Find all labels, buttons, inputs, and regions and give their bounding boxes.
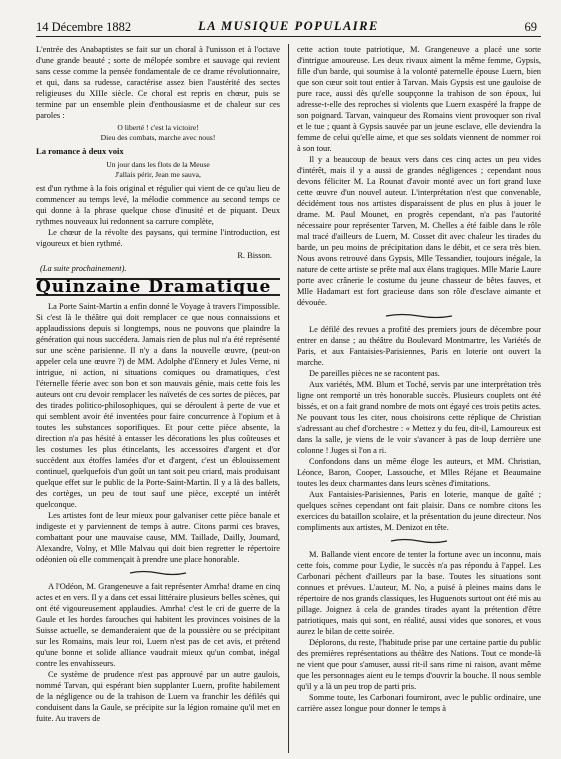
paragraph: Confondons dans un même éloge les auteurs, et MM. Christian, Léonce, Baron, Cooper, Lassouche, et Mlles Réjane et Beaumaine toutes les deux charmantes dans leurs scènes d'imitations. (296, 457, 541, 488)
continued-note: (La suite prochainement). (40, 264, 127, 273)
paragraph: Déplorons, du reste, l'habitude prise par une certaine partie du public des premières représentations au théâtre des Nations. Tout ce monde-là ne vient que pour s'amuser, aussi rit-il sans rime ni raison, avant même que les personnages aient eu le temps d'ouvrir la bouche. Il nous semble qu'il y a là un peu trop de parti pris. (296, 638, 541, 691)
paragraph: Il y a beaucoup de beaux vers dans ces cinq actes un peu vides d'intérêt, mais il y a aussi de grandes négligences ; cependant nous devons féliciter M. La Rounat d'avoir monté avec un fort grand luxe cette œuvre d'un nouvel auteur. L'interprétation n'est que convenable, décidément tous nos artistes disparaissent de plus en plus à jouer le drame. M. Paul Mounet, en progrès cependant, n'a pas l'autorité nécessaire pour représenter Tarven, M. Chelles a été faible dans le rôle mal tracé d'ailleurs de Luern, M. Cosset dit avec chaleur les tirades du barde, un peu moins de précipitation dans le débit, et ce sera très bien. Nous avons retrouvé dans Gypsis, Mlle Tessandier, toujours inégale, la nature de cette artiste se prête mal aux élans tragiques. Mlle Marie Laure porte avec crânerie le costume du jeune chasseur de bêtes fauves, et Mlle Hadamart est fort gracieuse dans son rôle d'esclave aimante et dévouée. (296, 155, 541, 307)
paragraph: cette action toute patriotique, M. Grangeneuve a placé une sorte d'intrigue amoureuse. Les deux rivaux aiment la même femme, Gypsis, fille d'un barde, qui soumise à la volonté paternelle épouse Luern, bien que son cœur soit tout entier à Tarvan. Mais Gypsis est une gauloise de pure race, aussi dès qu'elle soupçonne la trahison de son époux, lui adresse-t-elle des reproches si violents que Luern exaspéré la frappe de son poignard. Tarvan, vainqueur des Romains vient provoquer son rival et le tue ; quant à Gypsis sauvée par un jeune esclave, elle deviendra la femme de celui qu'elle aime, et que ses soldats viennent de nommer roi à son tour. (296, 45, 541, 153)
paragraph: Aux variétés, MM. Blum et Toché, servis par une interprétation très ligne ont remporté un très honorable succès. Plusieurs couplets ont été bissés, et on a fait grand nombre de mots ont égayé ces trois petits actes. Ne pouvant tous les citer, nous choisirons cette réplique de Christian s'adressant au chef d'orchestre : « Mettez y du feu, dit-il, Lamoureux est dans la salle, je viens de le voir s'avancer à pas de loup derrière une colonne ! Juges si l'on a ri. (296, 380, 541, 455)
paragraph: Aux Fantaisies-Parisiennes, Paris en loterie, manque de gaîté ; quelques scènes cependant ont fait plaisir. Dans ce nombre citons les exercices du bataillon scolaire, et la présentation du jeune directeur. Nos compliments aux artistes, M. Denizot en tête. (296, 490, 541, 532)
paragraph: L'entrée des Anabaptistes se fait sur un choral à l'unisson et à l'octave d'une grande beauté ; sorte de mélopée sombre et sauvage qui revient sans cesse comme la pensée fondamentale de ce drame révolutionnaire, et qui, dans sa rudesse, caractérise assez bien l'austérité des sectes religieuses du XIIIe siècle. Ce choral est repris en chœur, puis se termine par un ensemble plein d'enthousiasme et de chaleur sur ces paroles : (36, 45, 281, 120)
paragraph: De pareilles pièces ne se racontent pas. (308, 369, 440, 378)
text-columns (36, 44, 541, 753)
column-divider (288, 44, 289, 753)
journal-title: LA MUSIQUE POPULAIRE (198, 19, 379, 33)
paragraph: A l'Odéon, M. Grangeneuve a fait représenter Amrha! drame en cinq actes et en vers. Il y a dans cet essai littéraire plusieurs belles scènes, qui ont été vigoureusement applaudies. Amrha! c'est le cri de guerre de la Gaule et les hordes farouches qui habitent les provinces voisines de la Suisse actuelle, se demanderaient que de la poussière ou se précipitant sur les Romains, mais leur roi, Luern n'est pas de cet avis, et prétend qu'une bonne et solide alliance vaudrait mieux qu'un combat, inégal contre les envahisseurs. (36, 582, 281, 668)
paragraph: Le défilé des revues a profité des premiers jours de décembre pour entrer en danse ; au théâtre du Boulevard Montmartre, les Variétés de Paris, et aux Fantaisies-Parisiennes, Paris en loterie ont ouvert la marche. (296, 325, 541, 367)
divider-ornament (297, 313, 541, 319)
paragraph: M. Ballande vient encore de tenter la fortune avec un inconnu, mais cette fois, comme pour Lydie, le succès n'a pas répondu à l'appel. Les Carbonari péchent d'ailleurs par la base. Toutes les situations sont connues et prévues. L'auteur, M. No, a puisé à pleines mains dans le répertoire de nos grands classiques, les Huguenots surtout ont été mis au pillage. Joignez à cela de grandes tirades ayant la prétention d'être patriotiques, mais qui sont, en réalité, aussi vides que sonores, et vous aurez le bilan de cette soirée. (296, 550, 541, 636)
section-title: Quinzaine Dramatique (36, 278, 280, 296)
right-column (297, 44, 541, 753)
page-header (36, 18, 541, 36)
paragraph: Somme toute, les Carbonari fourniront, avec le public ordinaire, une carrière assez longue pour donner le temps à (296, 693, 541, 713)
paragraph: Les artistes font de leur mieux pour galvaniser cette pièce banale et indigeste et y parviennent de temps à autre. Citons parmi ces braves, combattant pour une mauvaise cause, MM. Taillade, Dailly, Joumard, Alexandre, Volny, et Mlle Malvau qui doit bien regretter le répertoire odéonien où elle commençait à prendre une place honorable. (36, 511, 281, 564)
paragraph: est d'un rythme à la fois original et régulier qui vient de ce qu'au lieu de commencer au temps levé, la mélodie commence au second temps ce qui donne à la phrase quelque chose d'inusité et de piquant. Deux rythmes nouveaux lui redonnent sa carrure complète, (36, 184, 281, 226)
verse-quote (36, 123, 280, 142)
author-signature: R. Bisson. (237, 251, 273, 260)
issue-date: 14 Décembre 1882 (36, 20, 132, 34)
paragraph: Le chœur de la révolte des paysans, qui termine l'introduction, est vigoureux et bien rythmé. (36, 228, 281, 248)
paragraph: Ce système de prudence n'est pas approuvé par un autre gaulois, nommé Tarvan, qui espérant bien supplanter Luern, profite habilement de la négligence ou de la trahison de Luern va franchir les défilés qui conduisent dans la Gaule, se précipite sur la légion romaine qu'il met en fuite. Au travers de (36, 670, 281, 723)
verse-line: Un jour dans les flots de la Meuse (106, 160, 210, 169)
page-number: 69 (524, 20, 537, 34)
subheading: La romance à deux voix (36, 146, 124, 156)
left-column (36, 44, 280, 753)
divider-ornament (36, 570, 280, 576)
verse-line: J'allais périr, Jean me sauva, (115, 169, 201, 179)
divider-ornament (297, 538, 541, 544)
verse-line: O liberté ! c'est la victoire! (117, 123, 199, 132)
verse-line: Dieu des combats, marche avec nous! (100, 132, 216, 142)
header-rule (36, 36, 541, 37)
paragraph: La Porte Saint-Martin a enfin donné le Voyage à travers l'impossible. Si c'est là le théâtre qui doit remplacer ce que nous connaissions et applaudissions depuis si longtemps, nous ne pouvons que plaindre la génération qui nous succédera. Jamais rien de plus nul n'a été représenté sur une scène parisienne. Il n'y a dans la nouvelle œuvre, (peut-on appeler cela une œuvre ?) de MM. Adolphe d'Ennery et Jules Verne, ni intrigue, ni action, ni situations comiques ou dramatiques, c'est l'éternelle féerie avec son bon et son mauvais génie, mais cette fois les auteurs ont cru devoir remplacer les naïvetés de ces sortes de pièces, par des tirades politico-philosophiques, qui se déroulent à perte de vue et qui semblent avoir été inventées pour faire concurrence à l'opium et à toutes les substances soporifiques. Et pour cette pièce absente, la direction n'a pas hésité à entasser les décorations les plus coûteuses et les costumes les plus étincelants, les accessoires d'argent et d'or succèdent aux étoffes lamées d'or et d'argent, c'est un éblouissement continuel, quelquefois d'un goût un tant soit peu criard, mais produisant quelque effet sur le public de la Porte-Saint-Martin. Il y a là des ballets, des cortèges, un peu de tout sauf une pièce, excepté un intérêt quelconque. (36, 302, 281, 509)
verse-quote (36, 160, 280, 179)
